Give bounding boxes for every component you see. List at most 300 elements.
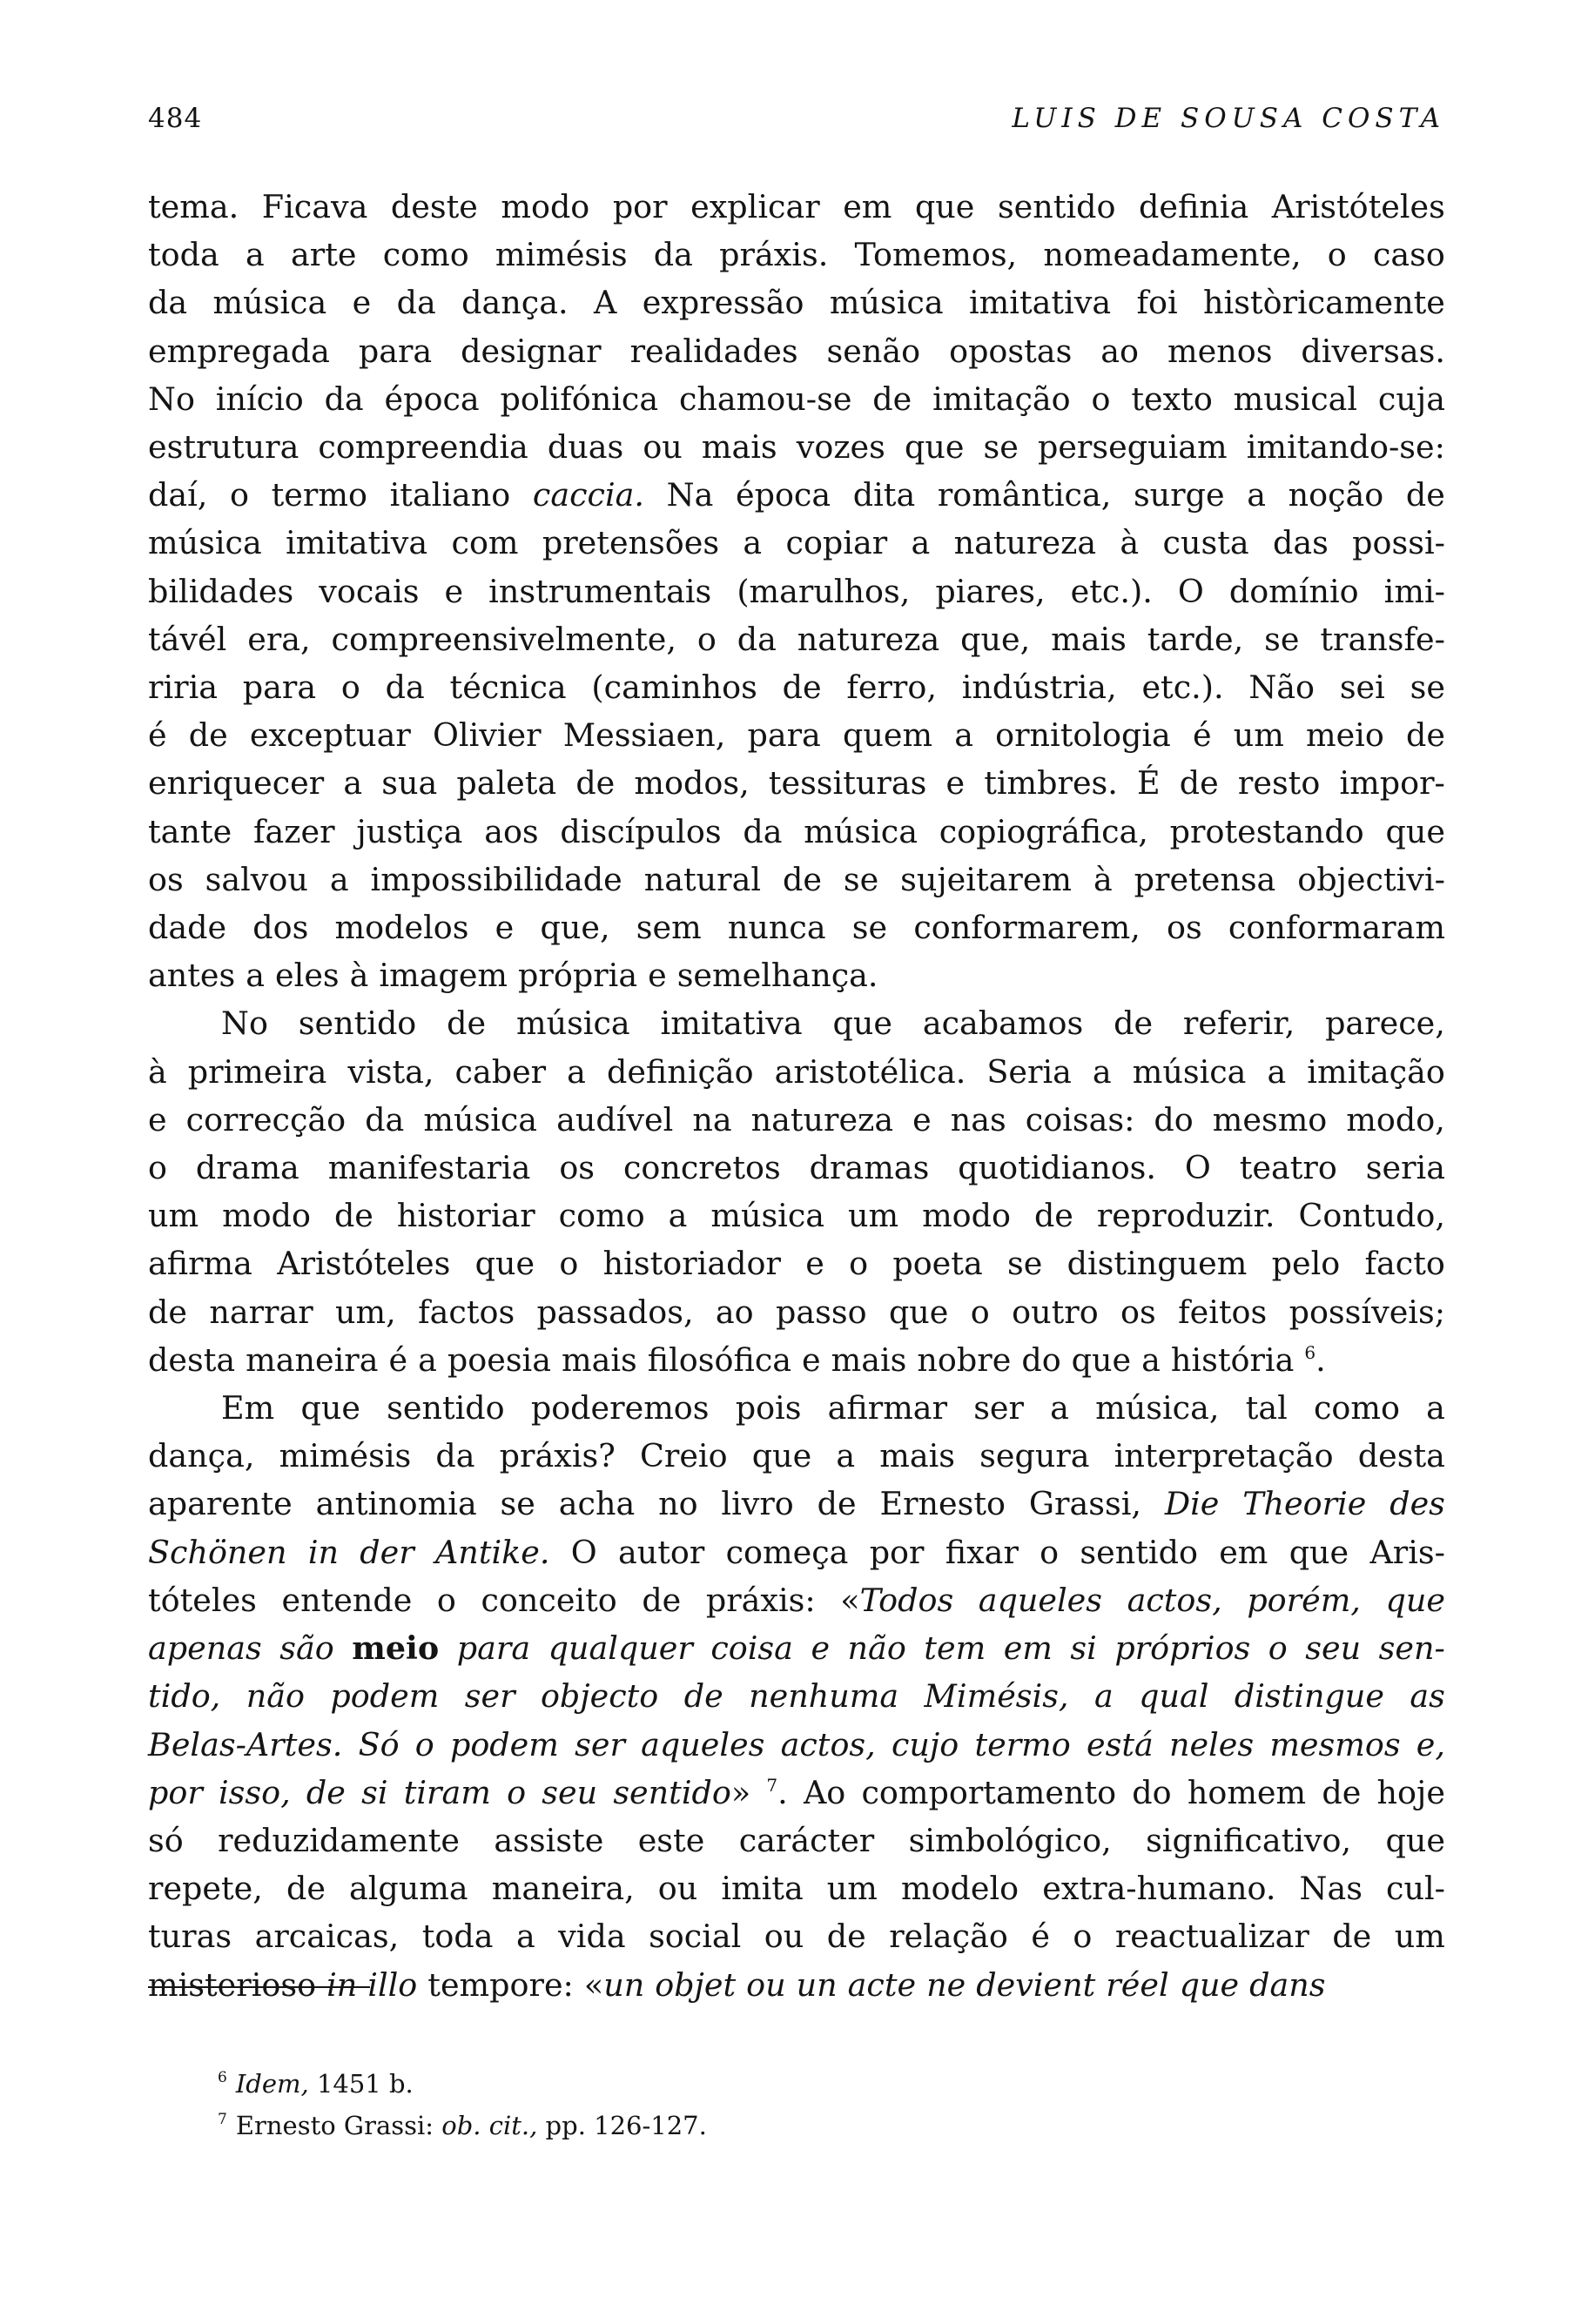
word: própria (518, 957, 638, 995)
word: sentido (298, 1004, 417, 1043)
word: poesia (447, 1340, 551, 1379)
word: de (817, 1485, 857, 1523)
word: seria (1365, 1149, 1445, 1187)
word: des (1390, 1485, 1445, 1523)
word: ser (973, 1389, 1024, 1427)
word: das (1272, 524, 1329, 562)
word: riria (148, 668, 219, 707)
word: música (1132, 1052, 1247, 1091)
word: música (148, 524, 262, 562)
word: de (306, 1773, 346, 1811)
word: ou (657, 1870, 698, 1908)
word: tante (148, 812, 232, 850)
text-line (148, 663, 1445, 711)
word: mais (879, 1437, 956, 1475)
word: Seria (986, 1052, 1072, 1091)
word: a (1093, 1677, 1114, 1716)
word: o (1268, 1629, 1288, 1668)
word: timbres. (984, 764, 1118, 803)
word: o (559, 1245, 579, 1283)
word: távél (148, 620, 227, 658)
word: segura (979, 1437, 1090, 1475)
word: a (743, 524, 763, 562)
word: fixar (945, 1533, 1019, 1571)
word: sei (1339, 668, 1385, 707)
text-line (148, 471, 1445, 519)
word: mais (1051, 620, 1127, 658)
word: mesmos (1269, 1725, 1401, 1763)
word: quotidianos. (958, 1149, 1157, 1187)
word: teatro (1239, 1149, 1337, 1187)
word: que (474, 1245, 535, 1283)
word: da (653, 236, 693, 274)
word: reactualizar (1114, 1918, 1309, 1956)
word: illo (367, 1965, 418, 2004)
word: in (307, 1533, 339, 1571)
word: se (500, 1485, 535, 1523)
word: repete, (148, 1870, 263, 1908)
word: modo (501, 188, 590, 225)
text-line (148, 423, 1445, 471)
word: e (805, 1245, 824, 1283)
word: daí, (148, 476, 208, 514)
word: assiste (494, 1821, 604, 1859)
paragraph-1 (148, 183, 1445, 999)
word: mimésis (495, 236, 628, 274)
word: realidades (629, 332, 798, 370)
word: de (872, 379, 912, 418)
word: sentido (1080, 1533, 1198, 1571)
word: narrar (209, 1293, 313, 1331)
word: e (945, 764, 966, 803)
word: que (1289, 1533, 1349, 1571)
word: época (735, 476, 831, 514)
word: Creio (639, 1437, 728, 1475)
word: que, (960, 620, 1031, 658)
word: Messiaen, (562, 716, 726, 755)
text-line (148, 375, 1445, 423)
word: imitativa (660, 1004, 803, 1043)
word: de (642, 1581, 682, 1619)
word: de (683, 1677, 723, 1716)
word: que (914, 188, 975, 225)
word: coisas: (1025, 1100, 1135, 1138)
word: ser (464, 1677, 515, 1716)
word: a (515, 1918, 535, 1956)
word: modo (222, 1197, 311, 1235)
word: O (1177, 572, 1204, 610)
word: da (324, 379, 364, 418)
word: surge (1133, 476, 1225, 514)
word: salvou (205, 860, 308, 898)
word: un (796, 1965, 838, 2004)
word: audível (556, 1100, 674, 1138)
word: maneira, (491, 1870, 635, 1908)
word: quem (842, 716, 933, 755)
word: Ernesto (879, 1485, 1006, 1523)
word: e (495, 909, 515, 947)
word: pelo (1271, 1245, 1341, 1283)
word: objectivi- (1297, 860, 1445, 898)
text-line (148, 1384, 1445, 1432)
word: resto (1237, 764, 1321, 803)
text-line (148, 519, 1445, 567)
word: música (212, 284, 327, 322)
word: técnica (449, 668, 567, 707)
word: compreendia (318, 428, 528, 467)
word: tem (924, 1629, 986, 1668)
word: chamou-se (678, 379, 852, 418)
footnotes (218, 2063, 1437, 2146)
word: são (279, 1629, 334, 1668)
word: música (423, 1100, 538, 1138)
word: meio (352, 1629, 440, 1668)
word: o (696, 620, 717, 658)
word: senão (826, 332, 921, 370)
word: natureza (797, 620, 940, 658)
word: carácter (738, 1821, 875, 1859)
word: música, (1095, 1389, 1220, 1427)
text-line (148, 1864, 1445, 1912)
word: paleta (456, 764, 557, 803)
word: imitativa (286, 524, 428, 562)
word: nomeadamente, (1043, 236, 1302, 274)
word: a (567, 1052, 586, 1091)
word: de (1033, 1197, 1073, 1235)
word: semelhança. (676, 957, 878, 995)
text-line (148, 711, 1445, 759)
word: é (148, 716, 167, 755)
word: mais (562, 1340, 637, 1379)
word: outro (1012, 1293, 1099, 1331)
word: época (384, 379, 480, 418)
word: sua (381, 764, 438, 803)
text-line (148, 1721, 1445, 1769)
word: mesmo (1212, 1100, 1328, 1138)
word: para (358, 332, 433, 370)
word: Só (358, 1725, 400, 1763)
word: parece, (1325, 1004, 1445, 1043)
word: reduzidamente (218, 1821, 461, 1859)
word: termo (271, 476, 367, 514)
word: práxis. (719, 236, 829, 274)
word: práxis? (499, 1437, 616, 1475)
word: conformaram (1228, 909, 1445, 947)
word: historiar (396, 1197, 535, 1235)
word: a (1092, 1052, 1112, 1091)
word: imitação (932, 379, 1071, 418)
word: ser (575, 1725, 625, 1763)
text-line (148, 279, 1445, 326)
body-text (148, 183, 1445, 2009)
paragraph-2 (148, 999, 1445, 1384)
word: definia (1138, 188, 1249, 225)
word: vista, (347, 1052, 434, 1091)
word: acha (558, 1485, 636, 1523)
word: música (804, 812, 918, 850)
word: que (904, 428, 965, 467)
word: arcaicas, (254, 1918, 400, 1956)
word: opostas (949, 332, 1073, 370)
word: história (1170, 1340, 1295, 1379)
word: feitos (1178, 1293, 1268, 1331)
word: toda (148, 236, 219, 274)
word: um (1233, 716, 1284, 755)
text-line (148, 615, 1445, 663)
word: etc.). (1070, 572, 1153, 610)
word: Belas-Artes. (148, 1725, 343, 1763)
text-line (148, 951, 1445, 999)
word: desta (148, 1340, 236, 1379)
word: de (333, 1197, 373, 1235)
word: empregada (148, 332, 330, 370)
word: Na (666, 476, 714, 514)
word: No (148, 379, 195, 418)
word: à (1093, 860, 1113, 898)
text-line (148, 327, 1445, 375)
word: modo (922, 1197, 1011, 1235)
page-number: 484 (148, 103, 203, 134)
word: $^6$. (1304, 1340, 1326, 1379)
word: filosófica (647, 1340, 792, 1379)
text-line (148, 231, 1445, 279)
word: tempore: (427, 1965, 574, 2004)
word: de (782, 668, 822, 707)
word: domínio (1228, 572, 1359, 610)
word: (caminhos (591, 668, 757, 707)
word: porém, (1247, 1581, 1361, 1619)
word: se (1007, 1245, 1043, 1283)
running-head: LUIS DE SOUSA COSTA (1012, 103, 1445, 134)
word: pretensa (1134, 860, 1276, 898)
word: a (836, 1437, 856, 1475)
word: mais (701, 428, 777, 467)
word: música (710, 1197, 825, 1235)
word: um (848, 1197, 899, 1235)
word: sentido (997, 188, 1116, 225)
word: só (148, 1821, 184, 1859)
word: O (1184, 1149, 1211, 1187)
word: que (1179, 1965, 1240, 2004)
word: imitação (1307, 1052, 1445, 1091)
text-line (148, 1769, 1445, 1817)
word: significativo, (1146, 1821, 1352, 1859)
word: A (593, 284, 617, 322)
word: aqueles (978, 1581, 1102, 1619)
word: etc.). (1141, 668, 1224, 707)
word: para (456, 1629, 531, 1668)
word: «un (583, 1965, 645, 2004)
word: que (1385, 1581, 1445, 1619)
word: o (436, 1581, 456, 1619)
text-line (148, 808, 1445, 856)
word: é (1031, 1918, 1050, 1956)
word: pretensões (542, 524, 720, 562)
word: da (743, 812, 783, 850)
word: de (1405, 476, 1445, 514)
word: dança, (148, 1437, 255, 1475)
word: nas (950, 1100, 1006, 1138)
word: arte (290, 236, 357, 274)
word: vocais (319, 572, 420, 610)
word: referir, (1182, 1004, 1295, 1043)
word: de (148, 1293, 187, 1331)
word: tema. (148, 188, 239, 225)
word: diversas. (1301, 332, 1445, 370)
footnote-6 (218, 2063, 1437, 2105)
word: expressão (642, 284, 804, 322)
word: de (826, 1918, 866, 1956)
word: a (1247, 476, 1266, 514)
word: os (148, 860, 184, 898)
word: instrumentais (488, 572, 712, 610)
word: poeta (892, 1245, 983, 1283)
footnote-7 (218, 2105, 1437, 2146)
word: concretos (622, 1149, 781, 1187)
footnote-marker: 7 (218, 2111, 227, 2128)
text-line (148, 1432, 1445, 1480)
word: de (1322, 1773, 1362, 1811)
word: que, (540, 909, 610, 947)
word: actos, (1127, 1581, 1222, 1619)
word: primeira (187, 1052, 327, 1091)
word: acabamos (922, 1004, 1084, 1043)
word: deste (390, 188, 478, 225)
word: dança. (461, 284, 569, 322)
word: antes (148, 957, 236, 995)
word: que (1385, 812, 1445, 850)
word: por (148, 1773, 203, 1811)
word: qualquer (548, 1629, 693, 1668)
page-header (148, 103, 1445, 155)
word: a (246, 957, 266, 995)
word: do (1154, 1100, 1194, 1138)
word: No (221, 1004, 268, 1043)
word: e (648, 957, 667, 995)
word: modo, (1346, 1100, 1445, 1138)
word: o (1091, 379, 1111, 418)
word: social (649, 1918, 742, 1956)
text-line (148, 1480, 1445, 1528)
footnote-text: Ernesto Grassi: ob. cit., pp. 126-127. (235, 2111, 707, 2140)
text-line (148, 1288, 1445, 1336)
word: de (575, 764, 616, 803)
word: exceptuar (249, 716, 411, 755)
word: Grassi, (1028, 1485, 1141, 1523)
word: modelo (900, 1870, 1019, 1908)
word: explicar (690, 188, 820, 225)
word: modelos (334, 909, 469, 947)
word: os (1167, 909, 1202, 947)
word: de (447, 1004, 487, 1043)
word: que (888, 1293, 949, 1331)
word: O (570, 1533, 597, 1571)
word: drama (195, 1149, 299, 1187)
word: não (246, 1677, 305, 1716)
word: a (911, 524, 931, 562)
word: música (515, 1004, 630, 1043)
word: Aristóteles (1271, 188, 1445, 225)
word: estrutura (148, 428, 299, 467)
word: reproduzir. (1096, 1197, 1275, 1235)
footnote-marker: 6 (218, 2069, 227, 2086)
word: ferro, (846, 668, 937, 707)
word: «Todos (840, 1581, 954, 1619)
word: o (1040, 1533, 1060, 1571)
word: e (444, 572, 464, 610)
word: distingue (1234, 1677, 1384, 1716)
word: natureza (953, 524, 1097, 562)
word: o (148, 1149, 167, 1187)
word: Não (1248, 668, 1315, 707)
word: seu (542, 1773, 598, 1811)
word: simbológico, (908, 1821, 1112, 1859)
word: poderemos (530, 1389, 710, 1427)
word: o (340, 668, 360, 707)
word: início (215, 379, 304, 418)
text-line (148, 856, 1445, 903)
word: Olivier (432, 716, 542, 755)
word: enriquecer (148, 764, 325, 803)
word: dramas (809, 1149, 930, 1187)
word: sen- (1378, 1629, 1445, 1668)
word: qual (1139, 1677, 1209, 1716)
word: tal (1245, 1389, 1288, 1427)
word: era, (247, 620, 311, 658)
word: vozes (796, 428, 885, 467)
word: ao (715, 1293, 754, 1331)
word: isso, (219, 1773, 291, 1811)
word: afirmar (827, 1389, 948, 1427)
word: a (1141, 1340, 1161, 1379)
word: como (1313, 1389, 1400, 1427)
word: sem (636, 909, 702, 947)
word: e (148, 1100, 167, 1138)
word: por (612, 188, 668, 225)
word: se (983, 428, 1019, 467)
word: aos (484, 812, 539, 850)
word: italiano (389, 476, 511, 514)
word: transfe- (1320, 620, 1445, 658)
word: imi- (1383, 572, 1445, 610)
word: imitativa (968, 284, 1112, 322)
word: a (668, 1197, 688, 1235)
word: o (230, 476, 250, 514)
word: pois (735, 1389, 802, 1427)
word: passados, (536, 1293, 694, 1331)
word: a (246, 236, 265, 274)
word: compreensivelmente, (331, 620, 676, 658)
word: ou (643, 428, 683, 467)
word: como (558, 1197, 645, 1235)
word: é (1192, 716, 1212, 755)
word: aristotélica. (774, 1052, 966, 1091)
text-line (148, 903, 1445, 951)
word: copiar (785, 524, 888, 562)
word: de (188, 716, 228, 755)
word: imitando-se: (1246, 428, 1445, 467)
word: imita (721, 1870, 804, 1908)
text-line (148, 1912, 1445, 1960)
text-line (148, 1624, 1445, 1672)
word: tiram (403, 1773, 491, 1811)
word: o (1073, 1918, 1093, 1956)
word: este (637, 1821, 705, 1859)
word: històricamente (1203, 284, 1445, 322)
word: meio (1305, 716, 1384, 755)
word: e, (1416, 1725, 1445, 1763)
word: da (365, 1100, 405, 1138)
